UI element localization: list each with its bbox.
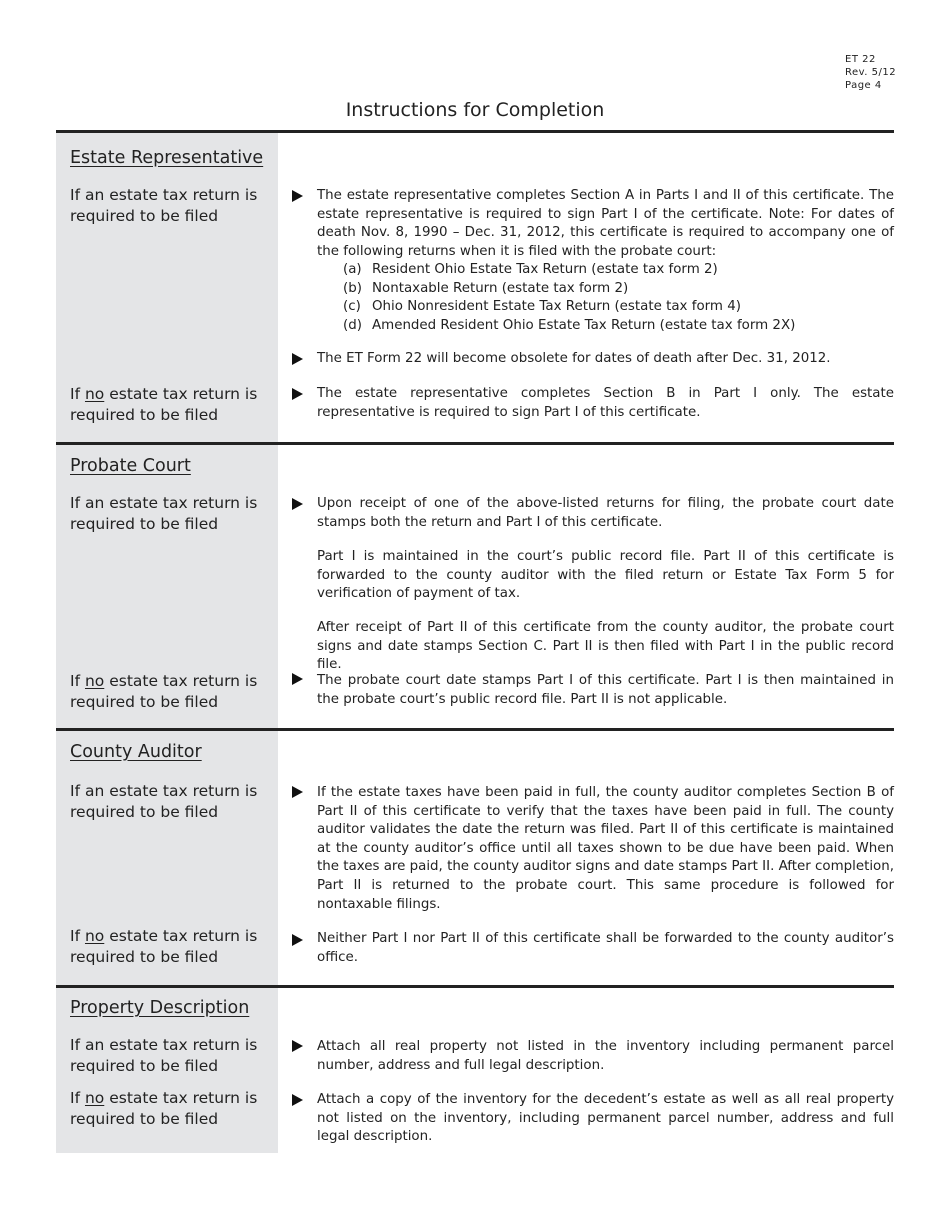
list-item: (d) Amended Resident Ohio Estate Tax Return (estate tax form 2X) (343, 317, 796, 333)
section-divider (56, 728, 894, 731)
bullet-arrow-icon (292, 353, 303, 365)
instruction-text: If the estate taxes have been paid in full, the county auditor completes Section B of Part II of this certificate to verify that the taxes have been paid in full. The county auditor validates the date the return was filed. Part II of this certificate is maintained at the county auditor’s office until all taxes shown to be due have been paid. When the taxes are paid, the county auditor signs and date stamps Part II. After completion, Part II is returned to the probate court. This same procedure is followed for nontaxable filings. (317, 785, 894, 912)
bullet-arrow-icon (292, 1094, 303, 1106)
form-identifier (845, 53, 896, 92)
condition-not-required: If no estate tax return is required to be filed (70, 672, 258, 711)
instruction-text: The ET Form 22 will become obsolete for dates of death after Dec. 31, 2012. (317, 351, 831, 366)
section-title: Property Description (70, 998, 250, 1018)
section-property-description (56, 985, 894, 1153)
bullet-arrow-icon (292, 673, 303, 685)
section-title: Probate Court (70, 456, 191, 476)
list-item: (b) Nontaxable Return (estate tax form 2) (343, 280, 629, 296)
section-divider (56, 130, 894, 133)
instruction-text: The probate court date stamps Part I of this certificate. Part I is then maintained in the probate court’s public record file. Part II is not applicable. (317, 673, 894, 707)
section-title: Estate Representative (70, 148, 264, 168)
section-divider (56, 442, 894, 445)
condition-required: If an estate tax return is required to be filed (70, 1036, 258, 1075)
bullet-arrow-icon (292, 388, 303, 400)
bullet-arrow-icon (292, 934, 303, 946)
list-item: (a) Resident Ohio Estate Tax Return (estate tax form 2) (343, 262, 718, 277)
instruction-text: Part I is maintained in the court’s public record file. Part II of this certificate is forwarded to the county auditor with the filed return or Estate Tax Form 5 for verification of payment of tax. (317, 549, 894, 602)
instruction-text: After receipt of Part II of this certificate from the county auditor, the probate court signs and date stamps Section C. Part II is then filed with Part I in the public record file. (317, 620, 894, 673)
bullet-arrow-icon (292, 498, 303, 510)
form-number: ET 22 (845, 54, 876, 65)
condition-required: If an estate tax return is required to be filed (70, 782, 258, 821)
instruction-text: Attach a copy of the inventory for the decedent’s estate as well as all real property not listed on the inventory, including permanent parcel number, address and full legal description. (317, 1092, 894, 1145)
instruction-text: Attach all real property not listed in the inventory including permanent parcel number, address and full legal description. (317, 1039, 894, 1073)
condition-not-required: If no estate tax return is required to be filed (70, 927, 258, 966)
section-title: County Auditor (70, 742, 202, 762)
page-title: Instructions for Completion (345, 99, 605, 121)
instruction-text: The estate representative completes Section A in Parts I and II of this certificate. The estate representative is required to sign Part I of the certificate. Note: For dates of death Nov. 8, 1990 – Dec. 31, 2012, this certificate is required to accompany one of the following returns when it is filed with the probate court: (317, 188, 894, 259)
section-county-auditor (56, 728, 894, 985)
bullet-arrow-icon (292, 786, 303, 798)
instruction-text: Upon receipt of one of the above-listed returns for filing, the probate court date stamps both the return and Part I of this certificate. (317, 496, 894, 530)
bullet-arrow-icon (292, 190, 303, 202)
condition-required: If an estate tax return is required to be filed (70, 494, 258, 533)
list-item: (c) Ohio Nonresident Estate Tax Return (estate tax form 4) (343, 299, 741, 315)
page-number: Page 4 (845, 80, 882, 91)
section-divider (56, 985, 894, 988)
form-revision: Rev. 5/12 (845, 67, 897, 78)
section-probate-court (56, 442, 894, 728)
return-type-list (343, 261, 894, 335)
section-estate-representative (56, 130, 894, 442)
condition-required: If an estate tax return is required to be filed (70, 186, 258, 225)
bullet-arrow-icon (292, 1040, 303, 1052)
condition-not-required: If no estate tax return is required to be filed (70, 1089, 258, 1128)
condition-not-required: If no estate tax return is required to be filed (70, 385, 258, 424)
instruction-text: Neither Part I nor Part II of this certificate shall be forwarded to the county auditor’s office. (317, 931, 894, 965)
instruction-text: The estate representative completes Section B in Part I only. The estate representative is required to sign Part I of this certificate. (317, 386, 894, 420)
